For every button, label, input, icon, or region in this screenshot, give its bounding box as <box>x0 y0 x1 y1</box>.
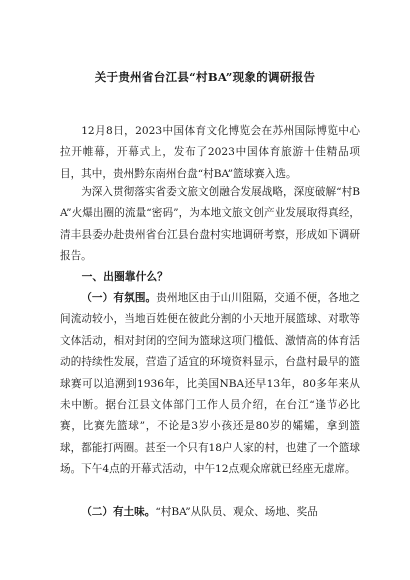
local-flavor-paragraph <box>60 502 360 523</box>
document-title: 关于贵州省台江县“村BA”现象的调研报告 <box>94 70 316 84</box>
section-heading: 一、出圈靠什么？ <box>81 270 168 283</box>
atmosphere-lead: （一）有氛围。 <box>81 292 157 304</box>
atmosphere-paragraph <box>60 288 360 481</box>
intro-paragraph: 12月8日，2023中国体育文化博览会在苏州国际博览中心拉开帷幕，开幕式上，发布了2023中国体育旅游十佳精品项目，其中，贵州黔东南州台盘“村BA”篮球赛入选。 <box>60 125 360 180</box>
local-flavor-body: “村BA”从队员、观众、场地、奖品 <box>155 506 318 518</box>
purpose-paragraph: 为深入贯彻落实省委文旅文创融合发展战略，深度破解“村BA”火爆出圈的流量“密码”，为本地文旅文创产业发展取得真经，清丰县委办赴贵州省台江县台盘村实地调研考察，形成如下调研报告。 <box>60 186 360 263</box>
atmosphere-body: 贵州地区由于山川阻隔，交通不便，各地之间流动较小，当地百姓便在彼此分割的小天地开展篮球、对歌等文体活动，相对封闭的空间为篮球这项门槛低、激情高的体育活动的持续性发展，营造了适宜的环境资料显示，台盘村最早的篮球赛可以追溯到1936年，比美国NBA还早13年，80多年来从未中断。据台江县文体部门工作人员介绍，在台江“逢节必比赛，比赛先篮球”，不论是3岁小孩还是80岁的孀孀，拿到篮球，都能打两圈。甚至一个只有18户人家的村，也建了一个篮球场。下午4点的开幕式活动，中午12点观众席就已经座无虚席。 <box>60 292 361 476</box>
local-flavor-lead: （二）有土味。 <box>81 506 156 518</box>
